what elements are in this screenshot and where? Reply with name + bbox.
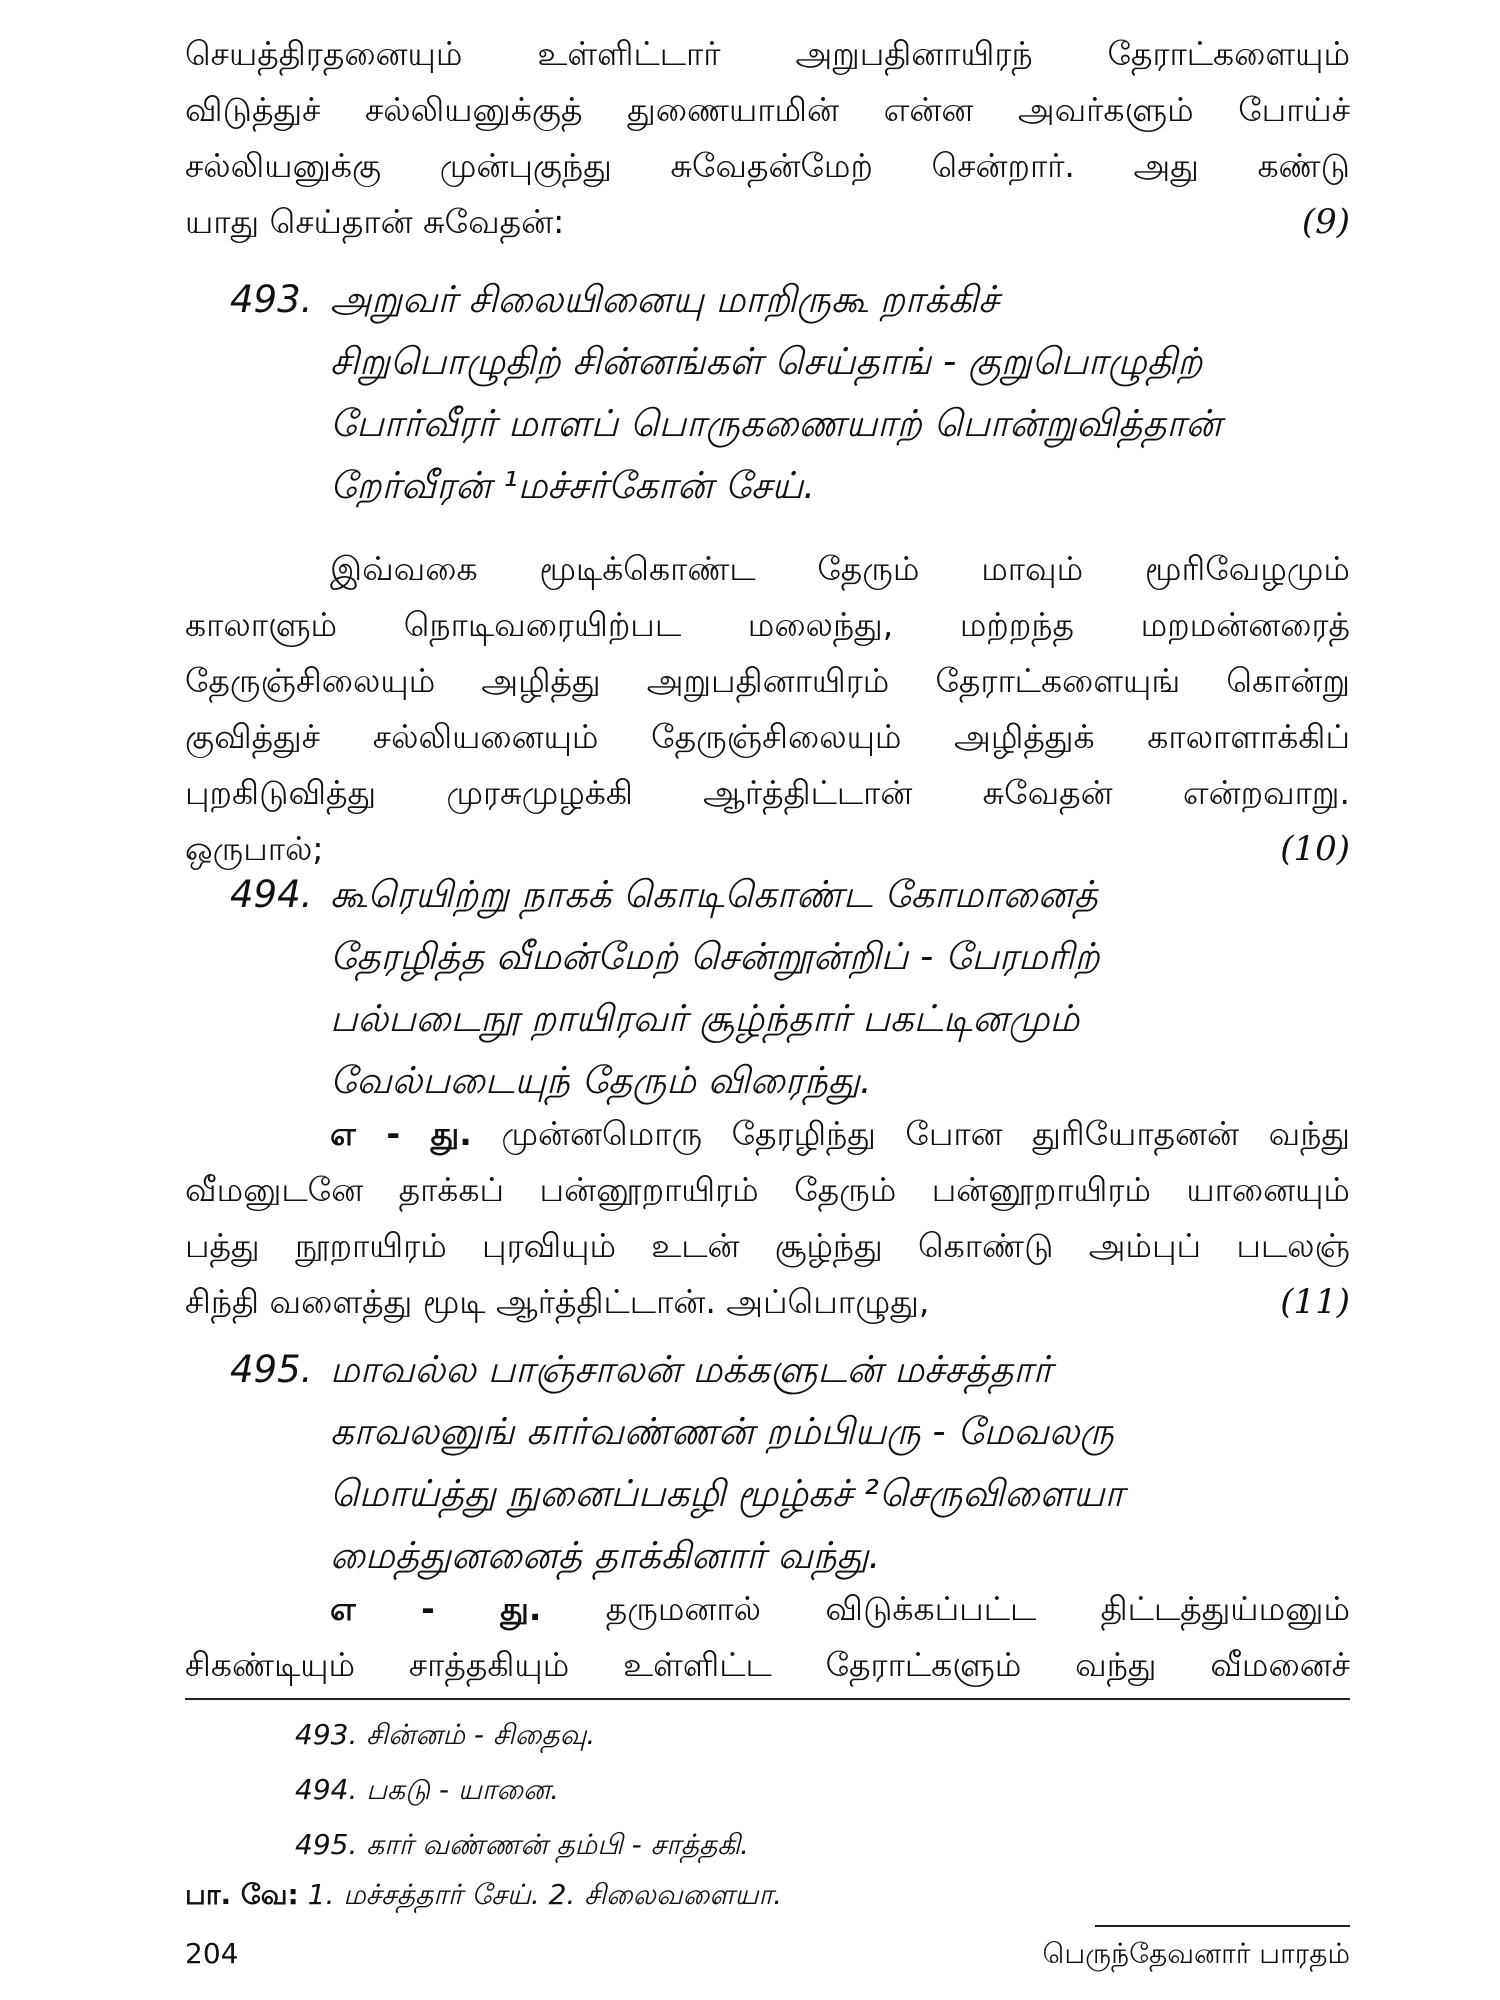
prose-line: இவ்வகை மூடிக்கொண்ட தேரும் மாவும் மூரிவேழமும் xyxy=(330,549,1350,588)
commentary-lead: எ - து. xyxy=(330,1589,542,1628)
verse-line: அறுவர் சிலையினையு மாறிருகூ றாக்கிச் xyxy=(330,278,999,321)
running-head: பெருந்தேவனார் பாரதம் xyxy=(1042,1937,1350,1970)
commentary-text: தருமனால் விடுக்கப்பட்ட திட்டத்துய்மனும் xyxy=(605,1589,1350,1628)
verse-line: மைத்துனனைத் தாக்கினார் வந்து. xyxy=(330,1534,881,1577)
prose-line: சிந்தி வளைத்து மூடி ஆர்த்திட்டான். அப்பொழுது, xyxy=(185,1282,930,1321)
prose-line: குவித்துச் சல்லியனையும் தேருஞ்சிலையும் அழித்துக் காலாளாக்கிப் xyxy=(185,717,1350,756)
commentary-text: முன்னமொரு தேரழிந்து போன துரியோதனன் வந்து xyxy=(501,1114,1350,1153)
variant-readings xyxy=(185,1875,782,1915)
prose-line: காலாளும் நொடிவரையிற்பட மலைந்து, மற்றந்த மறமன்னரைத் xyxy=(185,605,1350,644)
prose-line: புறகிடுவித்து முரசுமுழக்கி ஆர்த்திட்டான் சுவேதன் என்றவாறு. xyxy=(185,773,1350,812)
prose-line: வீமனுடனே தாக்கப் பன்னூறாயிரம் தேரும் பன்னூறாயிரம் யானையும் xyxy=(185,1170,1350,1209)
running-head-rule xyxy=(1095,1925,1350,1927)
prose-line xyxy=(185,1585,1350,1633)
footnote-494: 494. பகடு - யானை. xyxy=(295,1773,560,1806)
footnote-divider xyxy=(185,1698,1350,1700)
verse-line: றேர்வீரன் ¹மச்சர்கோன் சேய். xyxy=(330,464,816,507)
verse-line: காவலனுங் கார்வண்ணன் றம்பியரு - மேவலரு xyxy=(330,1410,1114,1453)
prose-line: பத்து நூறாயிரம் புரவியும் உடன் சூழ்ந்து கொண்டு அம்புப் படலஞ் xyxy=(185,1226,1350,1265)
variant-readings-text: 1. மச்சத்தார் சேய். 2. சிலைவளையா. xyxy=(307,1878,782,1911)
prose-line: செயத்திரதனையும் உள்ளிட்டார் அறுபதினாயிரந் தேராட்களையும் xyxy=(185,34,1350,73)
paragraph-reference-number: (9) xyxy=(1301,202,1350,242)
commentary-lead: எ - து. xyxy=(330,1114,472,1153)
prose-line: சல்லியனுக்கு முன்புகுந்து சுவேதன்மேற் சென்றார். அது கண்டு xyxy=(185,146,1350,185)
paragraph-reference-number: (10) xyxy=(1280,829,1350,869)
verse-line: சிறுபொழுதிற் சின்னங்கள் செய்தாங் - குறுபொழுதிற் xyxy=(330,340,1203,383)
verse-line: போர்வீரர் மாளப் பொருகணையாற் பொன்றுவித்தான் xyxy=(330,402,1222,445)
prose-line: ஒருபால்; xyxy=(185,829,324,868)
verse-line: மொய்த்து நுனைப்பகழி மூழ்கச் ²செருவிளையா xyxy=(330,1472,1124,1515)
verse-line: தேரழித்த வீமன்மேற் சென்றூன்றிப் - பேரமரிற் xyxy=(330,935,1100,978)
footnote-495: 495. கார் வண்ணன் தம்பி - சாத்தகி. xyxy=(295,1828,750,1861)
prose-line: விடுத்துச் சல்லியனுக்குத் துணையாமின் என்ன அவர்களும் போய்ச் xyxy=(185,90,1350,129)
verse-line: பல்படைநூ றாயிரவர் சூழ்ந்தார் பகட்டினமும் xyxy=(330,997,1080,1040)
page-number: 204 xyxy=(185,1937,239,1970)
verse-number: 495. xyxy=(230,1348,313,1391)
prose-line: சிகண்டியும் சாத்தகியும் உள்ளிட்ட தேராட்களும் வந்து வீமனைச் xyxy=(185,1645,1350,1684)
verse-line: கூரெயிற்று நாகக் கொடிகொண்ட கோமானைத் xyxy=(330,873,1098,916)
variant-readings-label: பா. வே: xyxy=(185,1878,299,1911)
verse-number: 494. xyxy=(230,873,313,916)
verse-line: மாவல்ல பாஞ்சாலன் மக்களுடன் மச்சத்தார் xyxy=(330,1348,1053,1391)
verse-line: வேல்படையுந் தேரும் விரைந்து. xyxy=(330,1059,872,1102)
verse-number: 493. xyxy=(230,278,313,321)
prose-line xyxy=(185,1110,1350,1158)
prose-line: யாது செய்தான் சுவேதன்: xyxy=(185,202,565,241)
footnote-493: 493. சின்னம் - சிதைவு. xyxy=(295,1718,596,1751)
paragraph-reference-number: (11) xyxy=(1280,1282,1350,1322)
prose-line: தேருஞ்சிலையும் அழித்து அறுபதினாயிரம் தேராட்களையுங் கொன்று xyxy=(185,661,1350,700)
